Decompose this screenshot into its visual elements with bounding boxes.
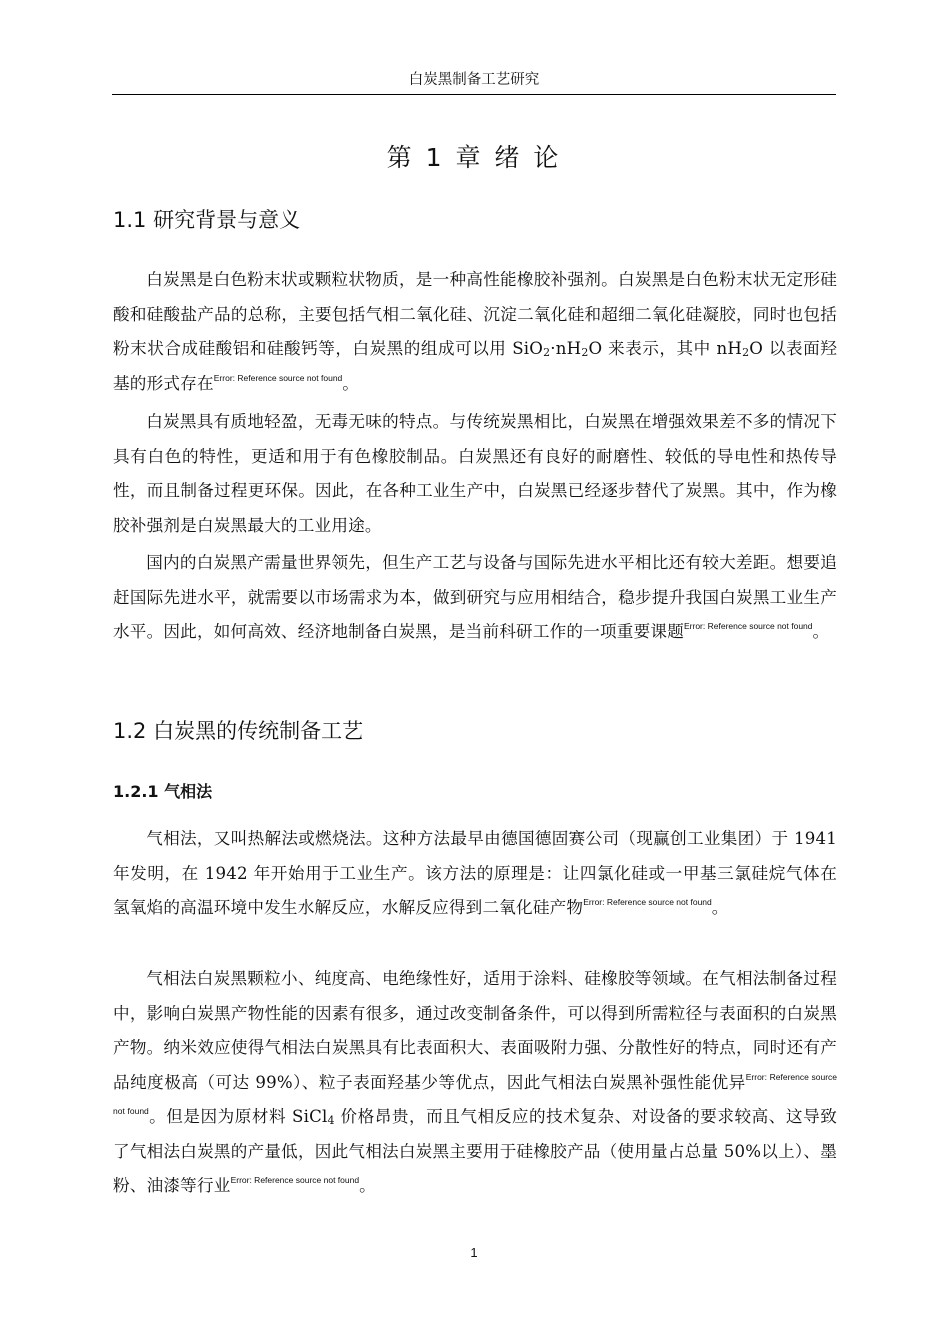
page-number: 1 <box>470 1245 478 1260</box>
text: ·nH <box>550 339 582 358</box>
text: O 来表示，其中 nH <box>588 339 743 358</box>
paragraph-1-2-1-2 <box>113 962 837 1204</box>
paragraph-1-1-3 <box>113 546 837 650</box>
text: 。 <box>359 1176 376 1195</box>
reference-error: Error: Reference source not found <box>583 897 712 907</box>
reference-error: Error: Reference source not found <box>113 1071 838 1116</box>
paragraph-1-1-1 <box>113 263 837 401</box>
running-header: 白炭黑制备工艺研究 <box>408 72 540 88</box>
subscript: 2 <box>543 346 551 359</box>
section-1-2-heading: 1.2 白炭黑的传统制备工艺 <box>113 719 364 743</box>
reference-error: Error: Reference source not found <box>230 1175 360 1185</box>
text: 。 <box>342 373 360 393</box>
text: 。 <box>812 622 830 641</box>
header-rule <box>112 94 836 95</box>
text: 白炭黑是白色粉末状或颗粒状物质，是一种高性能橡胶补强剂。白炭黑是白色粉末状无定形硅酸和硅酸盐产品的总称，主要包括气相二氧化硅、沉淀二氧化硅和超细二氧化硅凝胶，同时也包括粉末状合成硅酸铝和硅酸钙等，白炭黑的组成可以用 SiO <box>113 270 837 358</box>
reference-error: Error: Reference source not found <box>213 372 343 383</box>
text: 国内的白炭黑产需量世界领先，但生产工艺与设备与国际先进水平相比还有较大差距。想要追赶国际先进水平，就需要以市场需求为本，做到研究与应用相结合，稳步提升我国白炭黑工业生产水平。因此，如何高效、经济地制备白炭黑，是当前科研工作的一项重要课题 <box>113 553 837 641</box>
text: 。 <box>711 898 729 917</box>
text: O 以表面羟基的形式存在 <box>113 339 837 393</box>
text: 价格昂贵，而且气相反应的技术复杂、对设备的要求较高、这导致了气相法白炭黑的产量低，因此气相法白炭黑主要用于硅橡胶产品（使用量占总量 50%以上）、墨粉、油漆等行业 <box>113 1107 837 1195</box>
paragraph-1-1-2: 白炭黑具有质地轻盈，无毒无味的特点。与传统炭黑相比，白炭黑在增强效果差不多的情况下具有白色的特性，更适和用于有色橡胶制品。白炭黑还有良好的耐磨性、较低的导电性和热传导性，而且制备过程更环保。因此，在各种工业生产中，白炭黑已经逐步替代了炭黑。其中，作为橡胶补强剂是白炭黑最大的工业用途。 <box>113 412 837 535</box>
text: 。但是因为原材料 SiCl <box>148 1107 328 1126</box>
text: 气相法白炭黑颗粒小、纯度高、电绝缘性好，适用于涂料、硅橡胶等领域。在气相法制备过程中，影响白炭黑产物性能的因素有很多，通过改变制备条件，可以得到所需粒径与表面积的白炭黑产物。纳米效应使得气相法白炭黑具有比表面积大、表面吸附力强、分散性好的特点，同时还有产品纯度极高（可达 99%）、粒子表面羟基少等优点，因此气相法白炭黑补强性能优异 <box>113 969 837 1092</box>
subscript: 2 <box>581 346 589 359</box>
subscript: 2 <box>742 346 750 359</box>
reference-error: Error: Reference source not found <box>684 621 813 631</box>
section-1-1-heading: 1.1 研究背景与意义 <box>113 208 301 232</box>
section-1-2-1-heading: 1.2.1 气相法 <box>113 782 213 801</box>
subscript: 4 <box>327 1114 335 1127</box>
text: 气相法，又叫热解法或燃烧法。这种方法最早由德国德固赛公司（现赢创工业集团）于 1941 年发明，在 1942 年开始用于工业生产。该方法的原理是：让四氯化硅或一甲基三氯硅烷气体在氢氧焰的高温环境中发生水解反应，水解反应得到二氧化硅产物 <box>113 829 837 917</box>
paragraph-1-2-1-1 <box>113 822 837 926</box>
chapter-title: 第 1 章 绪 论 <box>386 143 562 172</box>
